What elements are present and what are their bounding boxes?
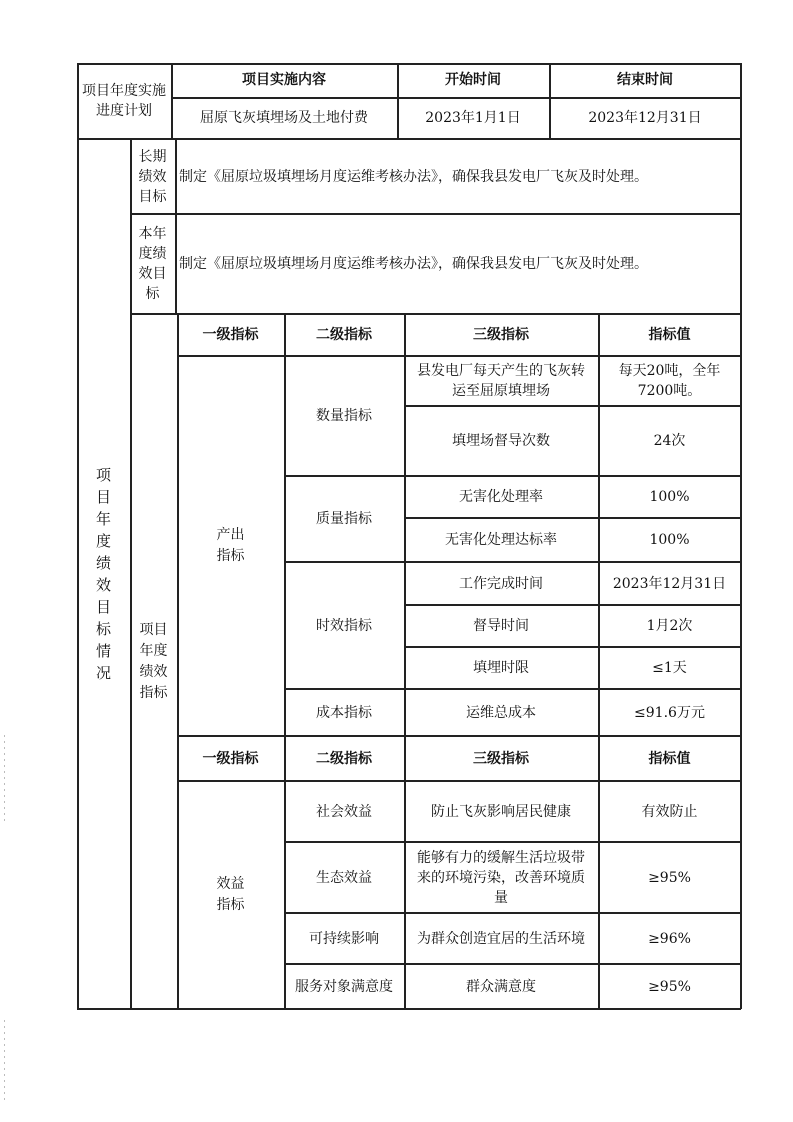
quantity-indicator-label: 数量指标 [316,408,372,424]
annual-goals-section-label: 项目年度绩效目标情况 [95,466,111,682]
social-benefit-label: 社会效益 [316,803,372,820]
level3-prevent-health-impact: 防止飞灰影响居民健康 [431,803,571,820]
level3-supervision-count: 填埋场督导次数 [452,433,550,449]
level3-supervision-time: 督导时间 [473,618,529,634]
long-term-goal-label: 长期绩效目标 [138,148,167,205]
header-value-benefit: 指标值 [648,750,691,767]
value-reduce-pollution: ≥95% [648,869,691,886]
level3-harmless-rate: 无害化处理率 [459,489,543,505]
scan-margin-mark [4,735,5,825]
plan-content-header: 项目实施内容 [242,72,326,88]
annual-goal-text: 制定《屈原垃圾填埋场月度运维考核办法》，确保我县发电厂飞灰及时处理。 [179,256,648,272]
plan-content: 屈原飞灰填埋场及土地付费 [200,110,368,126]
level3-public-satisfaction: 群众满意度 [466,978,536,995]
benefit-indicator-label: 效益指标 [216,876,245,913]
value-public-satisfaction: ≥95% [648,978,691,995]
level3-completion-time: 工作完成时间 [459,575,543,592]
value-landfill-time-limit: ≤1天 [652,660,687,676]
plan-start-date: 2023年1月1日 [425,110,521,126]
value-supervision-count: 24次 [653,433,686,449]
service-satisfaction-label: 服务对象满意度 [295,978,393,995]
header-level2-benefit: 二级指标 [316,750,372,767]
annual-goal-label: 本年度绩效目标 [138,226,167,302]
quality-indicator-label: 质量指标 [316,511,372,527]
value-fly-ash-transfer: 每天20吨，全年7200吨。 [618,363,721,399]
header-level1: 一级指标 [202,327,259,343]
long-term-goal-text: 制定《屈原垃圾填埋场月度运维考核办法》，确保我县发电厂飞灰及时处理。 [179,168,648,185]
level3-landfill-time-limit: 填埋时限 [473,660,529,676]
value-prevent-health-impact: 有效防止 [641,803,698,820]
ecological-benefit-label: 生态效益 [316,869,372,886]
sustainable-impact-label: 可持续影响 [309,930,379,947]
value-completion-time: 2023年12月31日 [612,575,727,592]
level3-fly-ash-transfer: 县发电厂每天产生的飞灰转运至屈原填埋场 [417,363,585,399]
value-supervision-time: 1月2次 [646,618,693,634]
level3-total-om-cost: 运维总成本 [466,704,536,721]
header-value: 指标值 [648,327,691,343]
level3-reduce-pollution: 能够有力的缓解生活垃圾带来的环境污染，改善环境质量 [417,849,585,906]
output-indicator-label: 产出指标 [216,527,245,564]
scan-margin-mark [4,1020,5,1100]
value-harmless-rate: 100% [649,489,690,505]
cost-indicator-label: 成本指标 [316,704,372,721]
header-level1-benefit: 一级指标 [202,750,259,767]
level3-harmless-compliance-rate: 无害化处理达标率 [445,532,557,548]
plan-end-date: 2023年12月31日 [588,110,702,126]
value-total-om-cost: ≤91.6万元 [634,704,705,721]
plan-start-header: 开始时间 [445,72,501,88]
level3-livable-environment: 为群众创造宜居的生活环境 [417,930,585,947]
value-livable-environment: ≥96% [648,930,691,947]
plan-end-header: 结束时间 [617,72,673,88]
timeliness-indicator-label: 时效指标 [316,617,372,634]
value-harmless-compliance-rate: 100% [649,532,690,548]
header-level2: 二级指标 [316,327,372,343]
performance-target-table [77,63,741,1009]
plan-row-label: 项目年度实施进度计划 [82,83,166,119]
annual-indicators-label: 项目年度绩效指标 [139,621,168,701]
header-level3: 三级指标 [473,327,529,343]
header-level3-benefit: 三级指标 [473,750,529,767]
